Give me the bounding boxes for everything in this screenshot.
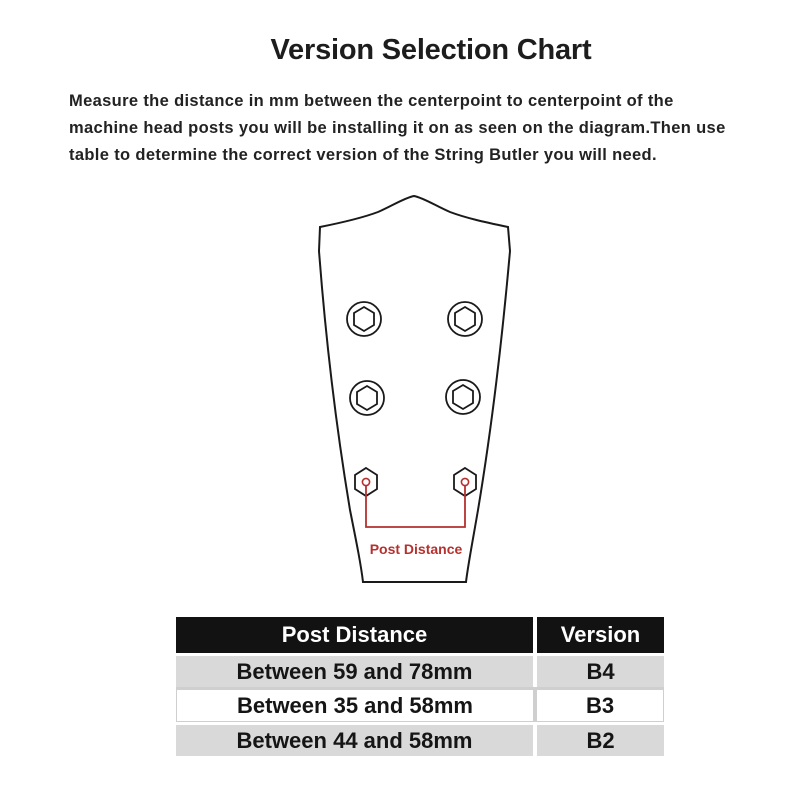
table-row bbox=[176, 687, 664, 722]
column-header-post-distance: Post Distance bbox=[176, 617, 537, 653]
guitar-headstock-icon bbox=[319, 196, 510, 582]
tuner-peg-icon bbox=[448, 302, 482, 336]
range-cell: Between 59 and 78mm bbox=[176, 653, 537, 687]
column-header-version: Version bbox=[537, 617, 664, 653]
post-distance-bracket bbox=[366, 486, 465, 527]
table-header-row bbox=[176, 617, 664, 653]
version-cell: B3 bbox=[537, 687, 664, 722]
intro-line: Measure the distance in mm between the centerpoint to centerpoint of the bbox=[69, 92, 674, 110]
table-row bbox=[176, 653, 664, 687]
tuner-peg-icon bbox=[350, 381, 384, 415]
intro-line: table to determine the correct version of the String Butler you will need. bbox=[69, 146, 657, 164]
range-cell: Between 44 and 58mm bbox=[176, 722, 537, 756]
tuner-peg-icon bbox=[347, 302, 381, 336]
range-cell: Between 35 and 58mm bbox=[176, 687, 537, 722]
intro-line: machine head posts you will be installing it on as seen on the diagram.Then use bbox=[69, 119, 726, 137]
tuner-peg-icon bbox=[446, 380, 480, 414]
post-distance-label: Post Distance bbox=[369, 541, 463, 557]
page-title: Version Selection Chart bbox=[270, 34, 592, 66]
version-cell: B4 bbox=[537, 653, 664, 687]
version-cell: B2 bbox=[537, 722, 664, 756]
version-table bbox=[176, 617, 664, 756]
table-row bbox=[176, 722, 664, 756]
